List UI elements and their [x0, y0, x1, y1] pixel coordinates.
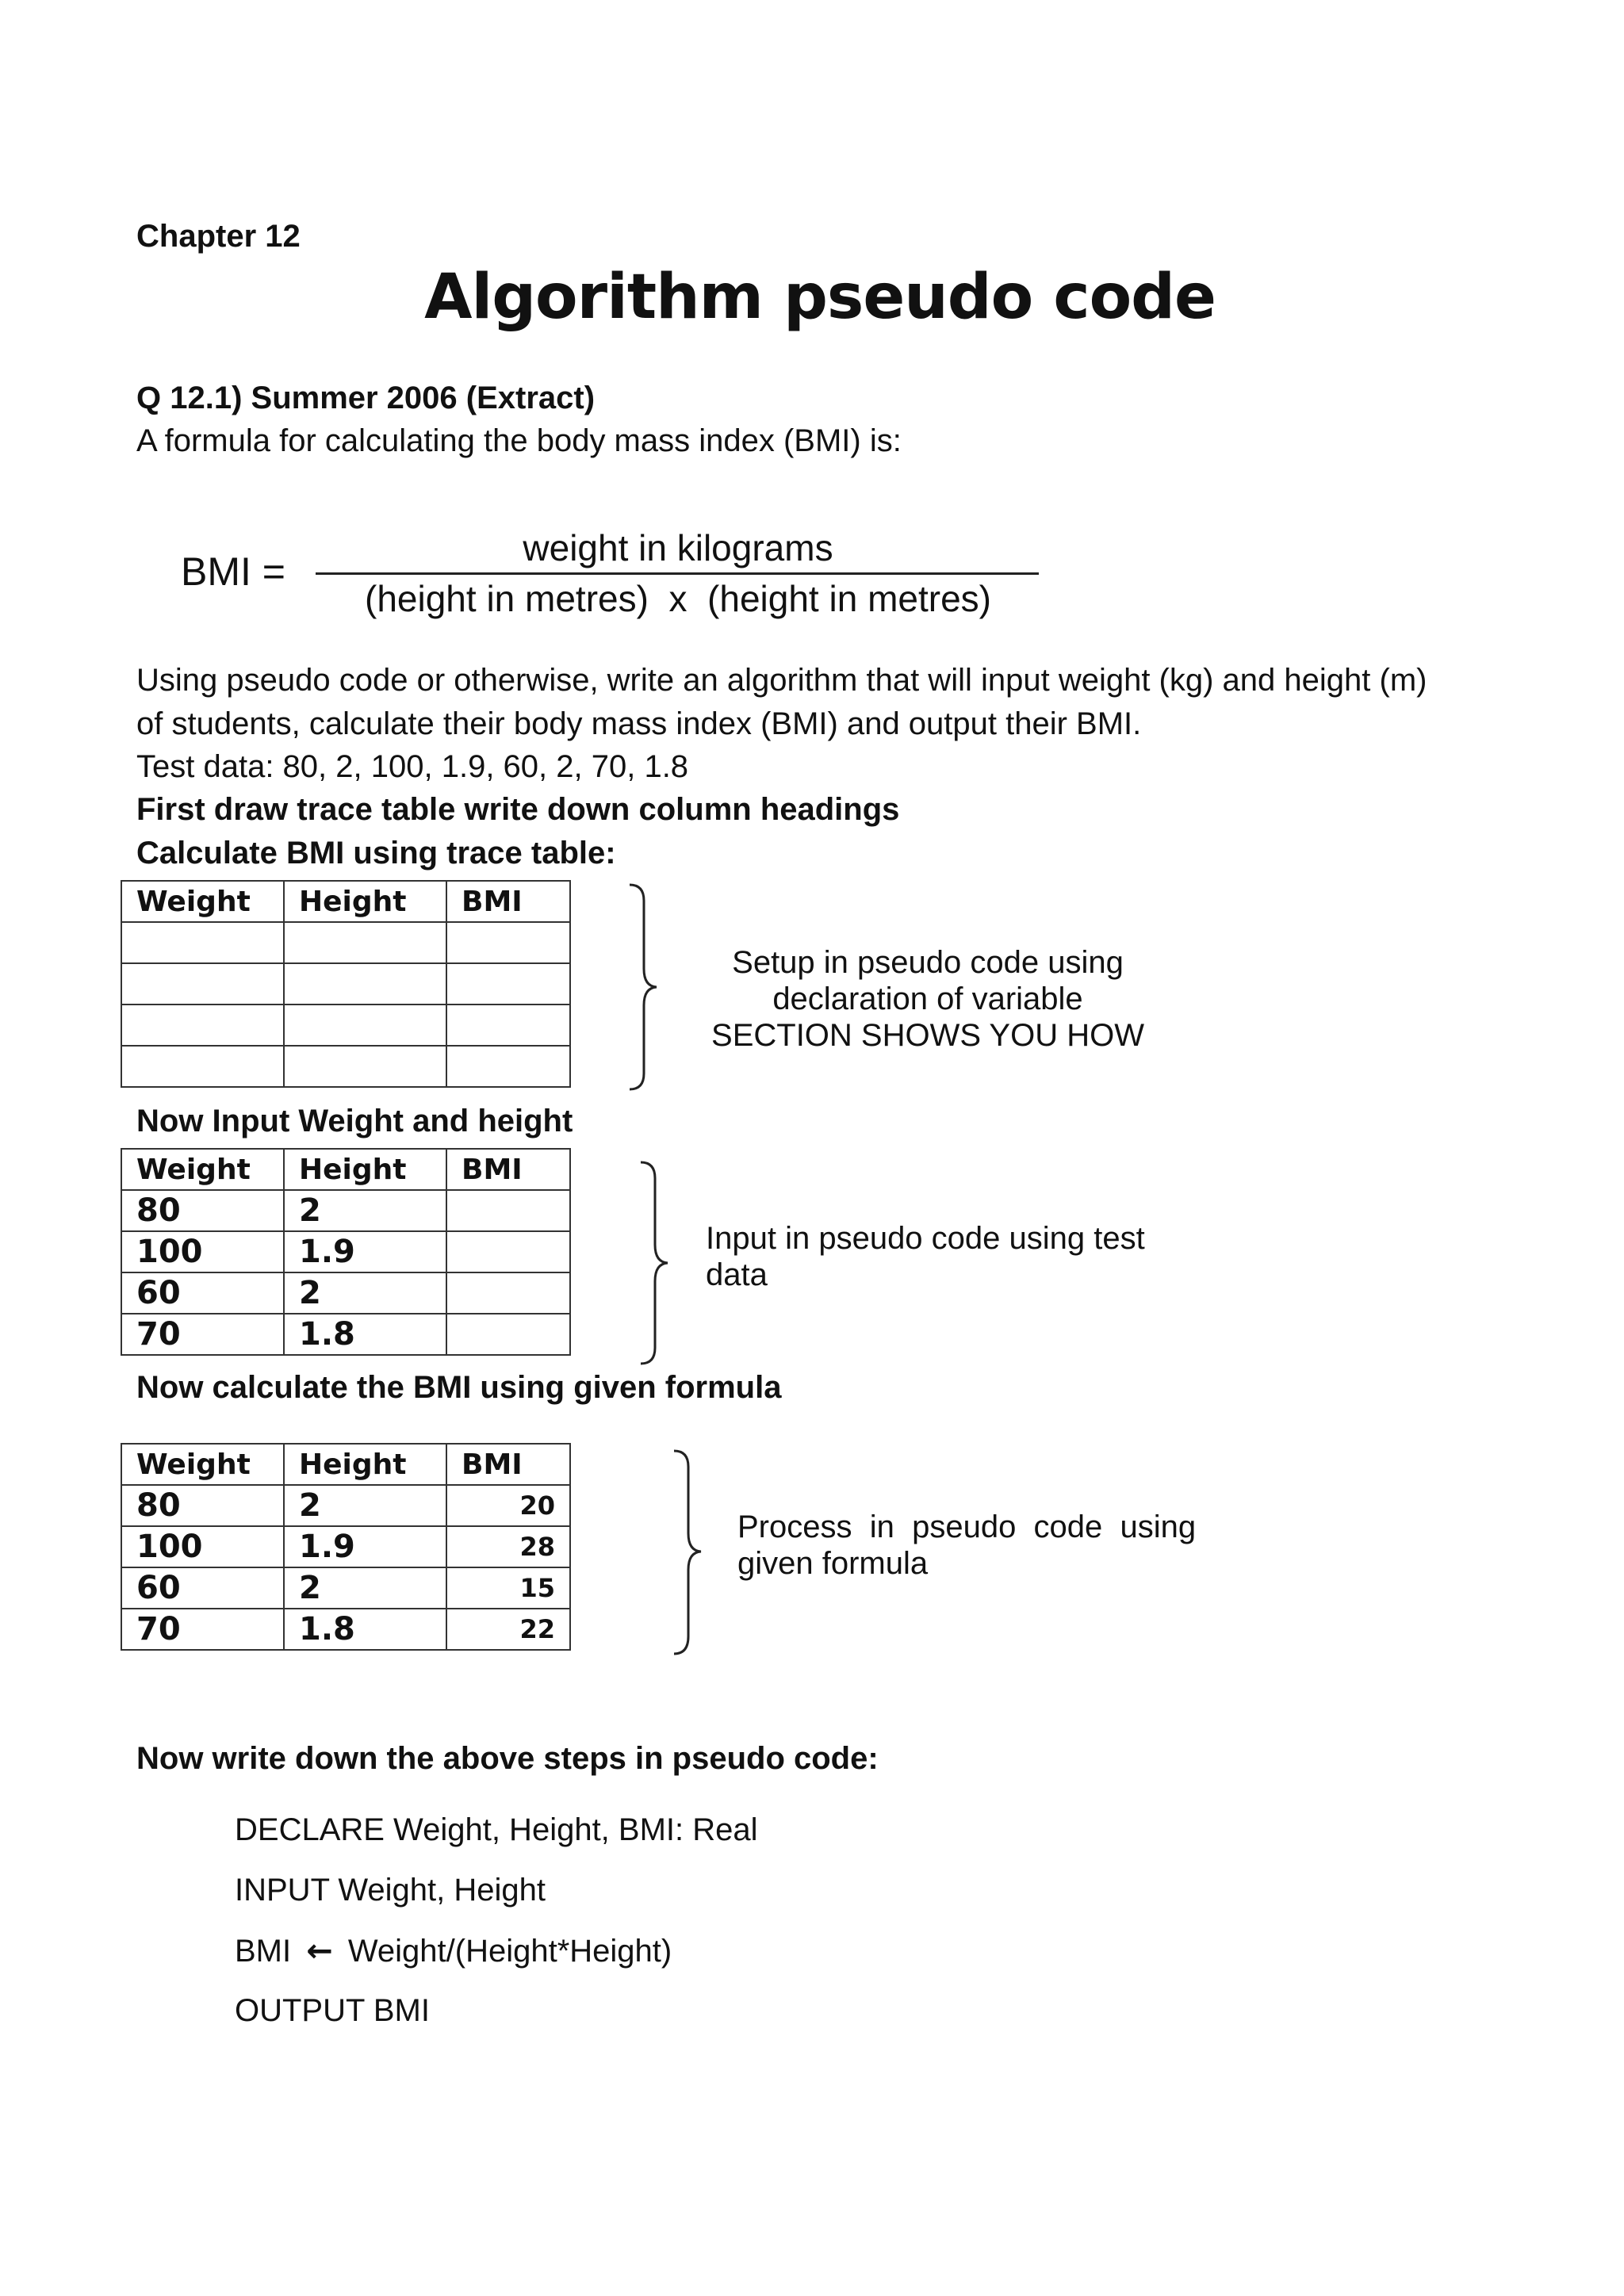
question-intro: A formula for calculating the body mass index (BMI) is:	[136, 423, 902, 458]
height-cell: 2	[284, 1272, 446, 1314]
height-cell: 1.8	[284, 1609, 446, 1650]
table-cell	[284, 1046, 446, 1087]
weight-cell: 70	[121, 1609, 284, 1650]
step-2-heading: Calculate BMI using trace table:	[136, 836, 616, 871]
curly-brace-icon	[638, 1159, 677, 1367]
bmi-cell	[446, 1314, 570, 1355]
table-row	[121, 922, 570, 963]
table-row	[121, 1046, 570, 1087]
bmi-cell: 20	[446, 1485, 570, 1526]
table-cell	[446, 963, 570, 1004]
table-row	[121, 963, 570, 1004]
col-header-weight: Weight	[121, 1444, 284, 1485]
weight-cell: 100	[121, 1231, 284, 1272]
trace-table-input	[121, 1148, 571, 1356]
table-cell	[121, 922, 284, 963]
weight-cell: 60	[121, 1272, 284, 1314]
curly-brace-icon	[626, 882, 666, 1093]
setup-note-line-3: SECTION SHOWS YOU HOW	[711, 1018, 1144, 1053]
pseudo-line-assign	[235, 1933, 672, 1969]
height-cell: 2	[284, 1567, 446, 1609]
table-cell	[284, 922, 446, 963]
table-cell	[446, 922, 570, 963]
pseudo-assign-variable: BMI	[235, 1934, 292, 1969]
table-cell	[121, 1004, 284, 1046]
step-1-heading: First draw trace table write down column headings	[136, 792, 900, 827]
table-row	[121, 1231, 570, 1272]
col-header-bmi: BMI	[446, 881, 570, 922]
setup-note-line-1: Setup in pseudo code using	[732, 945, 1124, 980]
table-cell	[446, 1046, 570, 1087]
input-note-line-2: data	[706, 1257, 768, 1292]
question-title: Q 12.1) Summer 2006 (Extract)	[136, 381, 596, 415]
table-row	[121, 1567, 570, 1609]
curly-brace-icon	[671, 1448, 710, 1657]
setup-note-line-3-clip	[674, 1018, 1182, 1053]
table-cell	[284, 963, 446, 1004]
pseudo-code-heading: Now write down the above steps in pseudo code:	[136, 1741, 879, 1776]
height-cell: 2	[284, 1190, 446, 1231]
bmi-cell: 28	[446, 1526, 570, 1567]
table-row	[121, 1526, 570, 1567]
pseudo-line-output: OUTPUT BMI	[235, 1993, 430, 2028]
test-data: Test data: 80, 2, 100, 1.9, 60, 2, 70, 1.8	[136, 749, 689, 784]
setup-note-line-2: declaration of variable	[772, 982, 1083, 1016]
bmi-cell	[446, 1231, 570, 1272]
instruction-line-1: Using pseudo code or otherwise, write an algorithm that will input weight (kg) and height (m)	[136, 663, 1427, 698]
table-row	[121, 1314, 570, 1355]
page-title: Algorithm pseudo code	[424, 262, 1216, 333]
table-row	[121, 1485, 570, 1526]
process-note-line-2: given formula	[737, 1546, 929, 1581]
formula-fraction-bar	[316, 572, 1039, 575]
weight-cell: 80	[121, 1485, 284, 1526]
col-header-height: Height	[284, 1149, 446, 1190]
process-note-line-1: Process in pseudo code using	[737, 1510, 1197, 1544]
bmi-cell	[446, 1190, 570, 1231]
col-header-bmi: BMI	[446, 1444, 570, 1485]
bmi-cell: 15	[446, 1567, 570, 1609]
bmi-cell: 22	[446, 1609, 570, 1650]
chapter-label: Chapter 12	[136, 219, 301, 254]
col-header-weight: Weight	[121, 1149, 284, 1190]
col-header-height: Height	[284, 1444, 446, 1485]
table-cell	[121, 963, 284, 1004]
table-cell	[121, 1046, 284, 1087]
left-arrow-icon: ←	[306, 1933, 333, 1969]
table-row	[121, 1190, 570, 1231]
pseudo-line-declare: DECLARE Weight, Height, BMI: Real	[235, 1812, 758, 1847]
table-row	[121, 1272, 570, 1314]
formula-numerator: weight in kilograms	[523, 527, 833, 568]
trace-table-process	[121, 1443, 571, 1651]
col-header-height: Height	[284, 881, 446, 922]
weight-cell: 100	[121, 1526, 284, 1567]
height-cell: 1.8	[284, 1314, 446, 1355]
pseudo-line-input: INPUT Weight, Height	[235, 1873, 546, 1908]
height-cell: 1.9	[284, 1231, 446, 1272]
instruction-line-2: of students, calculate their body mass index (BMI) and output their BMI.	[136, 706, 1142, 741]
weight-cell: 60	[121, 1567, 284, 1609]
col-header-weight: Weight	[121, 881, 284, 922]
table-row	[121, 1004, 570, 1046]
input-heading: Now Input Weight and height	[136, 1104, 573, 1138]
calculate-heading: Now calculate the BMI using given formula	[136, 1370, 782, 1405]
table-row	[121, 1609, 570, 1650]
pseudo-assign-expression: Weight/(Height*Height)	[347, 1934, 672, 1969]
weight-cell: 80	[121, 1190, 284, 1231]
bmi-cell	[446, 1272, 570, 1314]
trace-table-empty	[121, 880, 571, 1088]
input-note-line-1: Input in pseudo code using test	[706, 1221, 1145, 1256]
table-cell	[284, 1004, 446, 1046]
height-cell: 1.9	[284, 1526, 446, 1567]
formula-lhs: BMI =	[181, 549, 285, 594]
col-header-bmi: BMI	[446, 1149, 570, 1190]
height-cell: 2	[284, 1485, 446, 1526]
table-cell	[446, 1004, 570, 1046]
formula-denominator: (height in metres) x (height in metres)	[365, 578, 991, 619]
weight-cell: 70	[121, 1314, 284, 1355]
